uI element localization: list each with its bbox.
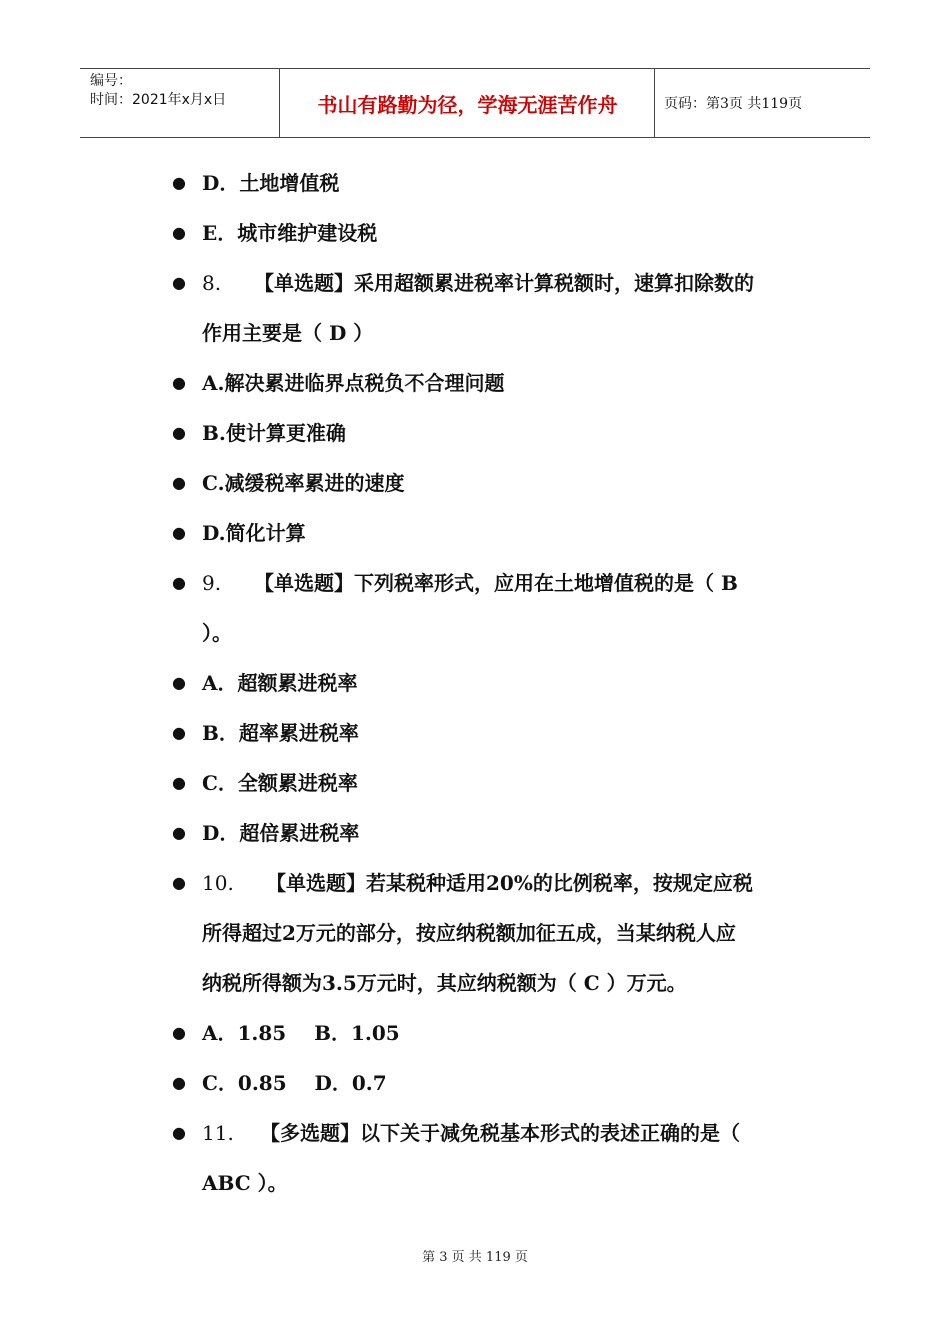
- code-label: 编号：: [90, 73, 132, 89]
- list-item: ● C．0.85 D．0.7: [0, 1058, 812, 1108]
- list-item: ● D．超倍累进税率: [0, 808, 812, 858]
- bullet: ●: [172, 1073, 186, 1092]
- question-11: ● 11. 【多选题】以下关于减免税基本形式的表述正确的是（ ABC ）。: [0, 1108, 806, 1208]
- question-number: 8.: [202, 271, 222, 295]
- bullet: ●: [172, 373, 186, 392]
- list-item: ● C.减缓税率累进的速度: [0, 458, 812, 508]
- date-label: 时间：2021年x月x日: [90, 92, 227, 108]
- question-8: ● 8. 【单选题】采用超额累进税率计算税额时，速算扣除数的 作用主要是（ D ）: [0, 258, 806, 358]
- bullet: ●: [172, 723, 186, 742]
- bullet: ●: [172, 873, 186, 892]
- document-body: [0, 158, 950, 1208]
- question-10: ● 10. 【单选题】若某税种适用20%的比例税率，按规定应税 所得超过2万元的部分，按应纳税额加征五成，当某纳税人应 纳税所得额为3.5万元时，其应纳税额为（ C ）万元。: [0, 858, 806, 1008]
- bullet: ●: [172, 1123, 186, 1142]
- bullet: ●: [172, 173, 186, 192]
- question-number: 9.: [202, 571, 222, 595]
- list-item: ● B.使计算更准确: [0, 408, 812, 458]
- bullet: ●: [172, 1023, 186, 1042]
- bullet: ●: [172, 273, 186, 292]
- motto: 书山有路勤为径，学海无涯苦作舟: [317, 92, 618, 117]
- bullet: ●: [172, 523, 186, 542]
- bullet: ●: [172, 673, 186, 692]
- list-item: ● D.简化计算: [0, 508, 812, 558]
- list-item: ● A．超额累进税率: [0, 658, 812, 708]
- bullet: ●: [172, 223, 186, 242]
- list-item: ● A．1.85 B．1.05: [0, 1008, 812, 1058]
- bullet: ●: [172, 773, 186, 792]
- list-item: ● B．超率累进税率: [0, 708, 812, 758]
- bullet: ●: [172, 573, 186, 592]
- question-number: 10.: [202, 871, 234, 895]
- bullet: ●: [172, 473, 186, 492]
- header-meta: [80, 69, 280, 137]
- list-item: ● C．全额累进税率: [0, 758, 812, 808]
- bullet: ●: [172, 423, 186, 442]
- page-header: [80, 68, 870, 138]
- question-number: 11.: [202, 1121, 234, 1145]
- list-item: ● E．城市维护建设税: [0, 208, 812, 258]
- header-motto-cell: [281, 69, 655, 137]
- list-item: ● D．土地增值税: [0, 158, 812, 208]
- page-footer: 第 3 页 共 119 页: [422, 1250, 528, 1265]
- bullet: ●: [172, 823, 186, 842]
- question-9: ● 9. 【单选题】下列税率形式，应用在土地增值税的是（ B ）。: [0, 558, 806, 658]
- list-item: ● A.解决累进临界点税负不合理问题: [0, 358, 812, 408]
- header-page-info: 页码：第3页 共119页: [664, 96, 803, 112]
